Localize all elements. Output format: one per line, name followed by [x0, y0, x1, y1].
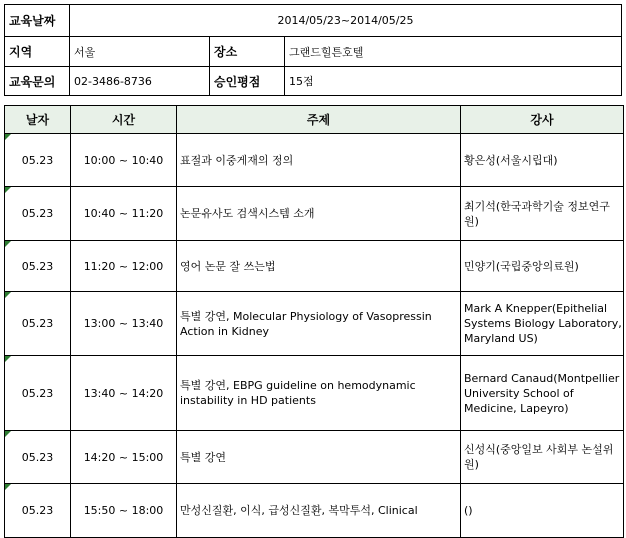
- row-topic: 특별 강연: [177, 431, 461, 484]
- comment-marker-icon: [5, 187, 11, 193]
- table-row: [5, 484, 624, 538]
- region-label: 지역: [5, 37, 70, 67]
- row-lecturer: 민양기(국립중앙의료원): [461, 241, 624, 292]
- row-lecturer: (): [461, 484, 624, 538]
- venue-value: 그랜드힐튼호텔: [285, 37, 622, 67]
- row-topic: 만성신질환, 이식, 급성신질환, 복막투석, Clinical: [177, 484, 461, 538]
- row-lecturer: 신성식(중앙일보 사회부 논설위원): [461, 431, 624, 484]
- row-lecturer: 황은성(서울시립대): [461, 134, 624, 187]
- table-row: [5, 134, 624, 187]
- row-lecturer: Bernard Canaud(Montpellier University School of Medicine, Lapeyro): [461, 356, 624, 431]
- row-topic: 표절과 이중게재의 정의: [177, 134, 461, 187]
- contact-label: 교육문의: [5, 67, 70, 96]
- row-date: 05.23: [21, 153, 54, 167]
- row-date: 05.23: [21, 450, 54, 464]
- row-topic: 논문유사도 검색시스템 소개: [177, 187, 461, 241]
- row-topic: 특별 강연, EBPG guideline on hemodynamic instability in HD patients: [177, 356, 461, 431]
- row-date: 05.23: [21, 259, 54, 273]
- row-time: 13:40 ~ 14:20: [71, 356, 177, 431]
- comment-marker-icon: [5, 292, 11, 298]
- table-row: [5, 431, 624, 484]
- course-info-table: [4, 4, 622, 96]
- table-row: [5, 356, 624, 431]
- col-header-topic: 주제: [177, 106, 461, 134]
- row-time: 15:50 ~ 18:00: [71, 484, 177, 538]
- table-row: [5, 292, 624, 356]
- comment-marker-icon: [5, 431, 11, 437]
- comment-marker-icon: [5, 134, 11, 140]
- row-time: 10:00 ~ 10:40: [71, 134, 177, 187]
- row-date: 05.23: [21, 386, 54, 400]
- date-label: 교육날짜: [5, 5, 70, 37]
- comment-marker-icon: [5, 356, 11, 362]
- table-row: [5, 187, 624, 241]
- comment-marker-icon: [5, 241, 11, 247]
- credit-label: 승인평점: [210, 67, 285, 96]
- row-time: 13:00 ~ 13:40: [71, 292, 177, 356]
- date-value: 2014/05/23~2014/05/25: [70, 5, 622, 37]
- credit-value: 15점: [285, 67, 622, 96]
- comment-marker-icon: [5, 484, 11, 490]
- row-time: 10:40 ~ 11:20: [71, 187, 177, 241]
- col-header-time: 시간: [71, 106, 177, 134]
- row-time: 11:20 ~ 12:00: [71, 241, 177, 292]
- col-header-lecturer: 강사: [461, 106, 624, 134]
- table-row: [5, 241, 624, 292]
- row-lecturer: 최기석(한국과학기술 정보연구원): [461, 187, 624, 241]
- contact-value: 02-3486-8736: [70, 67, 210, 96]
- row-topic: 영어 논문 잘 쓰는법: [177, 241, 461, 292]
- col-header-date: 날자: [5, 106, 71, 134]
- schedule-table: [4, 105, 624, 538]
- venue-label: 장소: [210, 37, 285, 67]
- row-date: 05.23: [21, 317, 54, 330]
- row-topic: 특별 강연, Molecular Physiology of Vasopressin Action in Kidney: [177, 292, 461, 356]
- region-value: 서울: [70, 37, 210, 67]
- row-date: 05.23: [21, 504, 54, 517]
- row-date: 05.23: [21, 207, 54, 220]
- row-time: 14:20 ~ 15:00: [71, 431, 177, 484]
- row-lecturer: Mark A Knepper(Epithelial Systems Biology Laboratory, Maryland US): [461, 292, 624, 356]
